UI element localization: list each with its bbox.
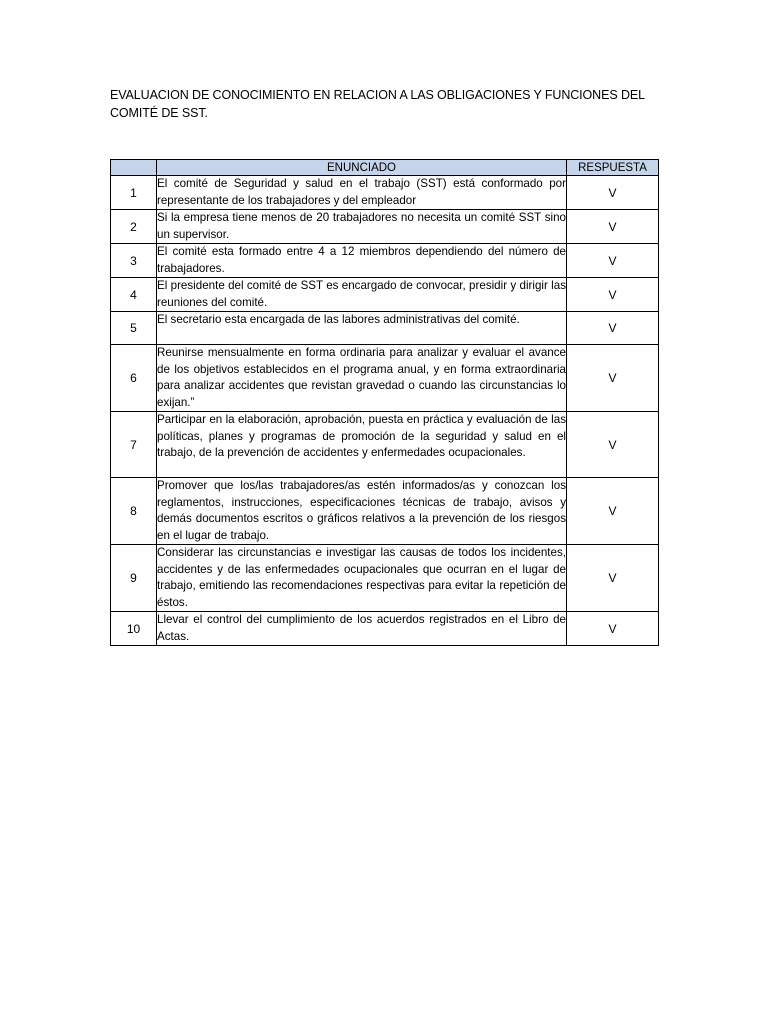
row-number: 5 — [111, 312, 157, 345]
table-header-row — [111, 160, 659, 176]
table-row — [111, 345, 659, 412]
table-row — [111, 312, 659, 345]
row-answer: V — [567, 545, 659, 612]
row-statement: Reunirse mensualmente en forma ordinaria para analizar y evaluar el avance de los objetivos establecidos en el programa anual, y en forma extraordinaria para analizar accidentes que revistan gravedad o cuando las circunstancias lo exijan.” — [157, 345, 567, 412]
row-number: 8 — [111, 478, 157, 545]
row-statement: Considerar las circunstancias e investigar las causas de todos los incidentes, accidentes y de las enfermedades ocupacionales que ocurran en el lugar de trabajo, emitiendo las recomendaciones respectivas para evitar la repetición de éstos. — [157, 545, 567, 612]
table-row — [111, 412, 659, 478]
table-row — [111, 478, 659, 545]
header-statement: ENUNCIADO — [157, 160, 567, 176]
row-statement: Promover que los/las trabajadores/as estén informados/as y conozcan los reglamentos, instrucciones, especificaciones técnicas de trabajo, avisos y demás documentos escritos o gráficos relativos a la prevención de los riesgos en el lugar de trabajo. — [157, 478, 567, 545]
header-number — [111, 160, 157, 176]
table-row — [111, 545, 659, 612]
document-title: EVALUACION DE CONOCIMIENTO EN RELACION A LAS OBLIGACIONES Y FUNCIONES DEL COMITÉ DE SST. — [110, 88, 645, 120]
table-row — [111, 210, 659, 244]
row-statement: El presidente del comité de SST es encargado de convocar, presidir y dirigir las reuniones del comité. — [157, 278, 567, 312]
row-answer: V — [567, 412, 659, 478]
row-number: 6 — [111, 345, 157, 412]
row-number: 1 — [111, 176, 157, 210]
table-row — [111, 176, 659, 210]
row-answer: V — [567, 278, 659, 312]
evaluation-table — [110, 159, 659, 646]
row-answer: V — [567, 210, 659, 244]
row-statement: El comité de Seguridad y salud en el trabajo (SST) está conformado por representante de los trabajadores y del empleador — [157, 176, 567, 210]
row-number: 2 — [111, 210, 157, 244]
row-statement: Si la empresa tiene menos de 20 trabajadores no necesita un comité SST sino un supervisor. — [157, 210, 567, 244]
row-answer: V — [567, 612, 659, 646]
table-row — [111, 612, 659, 646]
row-number: 4 — [111, 278, 157, 312]
row-statement: Llevar el control del cumplimiento de los acuerdos registrados en el Libro de Actas. — [157, 612, 567, 646]
row-number: 7 — [111, 412, 157, 478]
row-number: 9 — [111, 545, 157, 612]
row-statement: Participar en la elaboración, aprobación, puesta en práctica y evaluación de las políticas, planes y programas de promoción de la seguridad y salud en el trabajo, de la prevención de accidentes y enfermedades ocupacionales. — [157, 412, 567, 478]
row-statement: El secretario esta encargada de las labores administrativas del comité. — [157, 312, 567, 345]
row-number: 3 — [111, 244, 157, 278]
row-answer: V — [567, 176, 659, 210]
row-answer: V — [567, 478, 659, 545]
table-row — [111, 278, 659, 312]
row-number: 10 — [111, 612, 157, 646]
row-answer: V — [567, 244, 659, 278]
row-answer: V — [567, 345, 659, 412]
row-statement: El comité esta formado entre 4 a 12 miembros dependiendo del número de trabajadores. — [157, 244, 567, 278]
table-row — [111, 244, 659, 278]
header-answer: RESPUESTA — [567, 160, 659, 176]
row-answer: V — [567, 312, 659, 345]
